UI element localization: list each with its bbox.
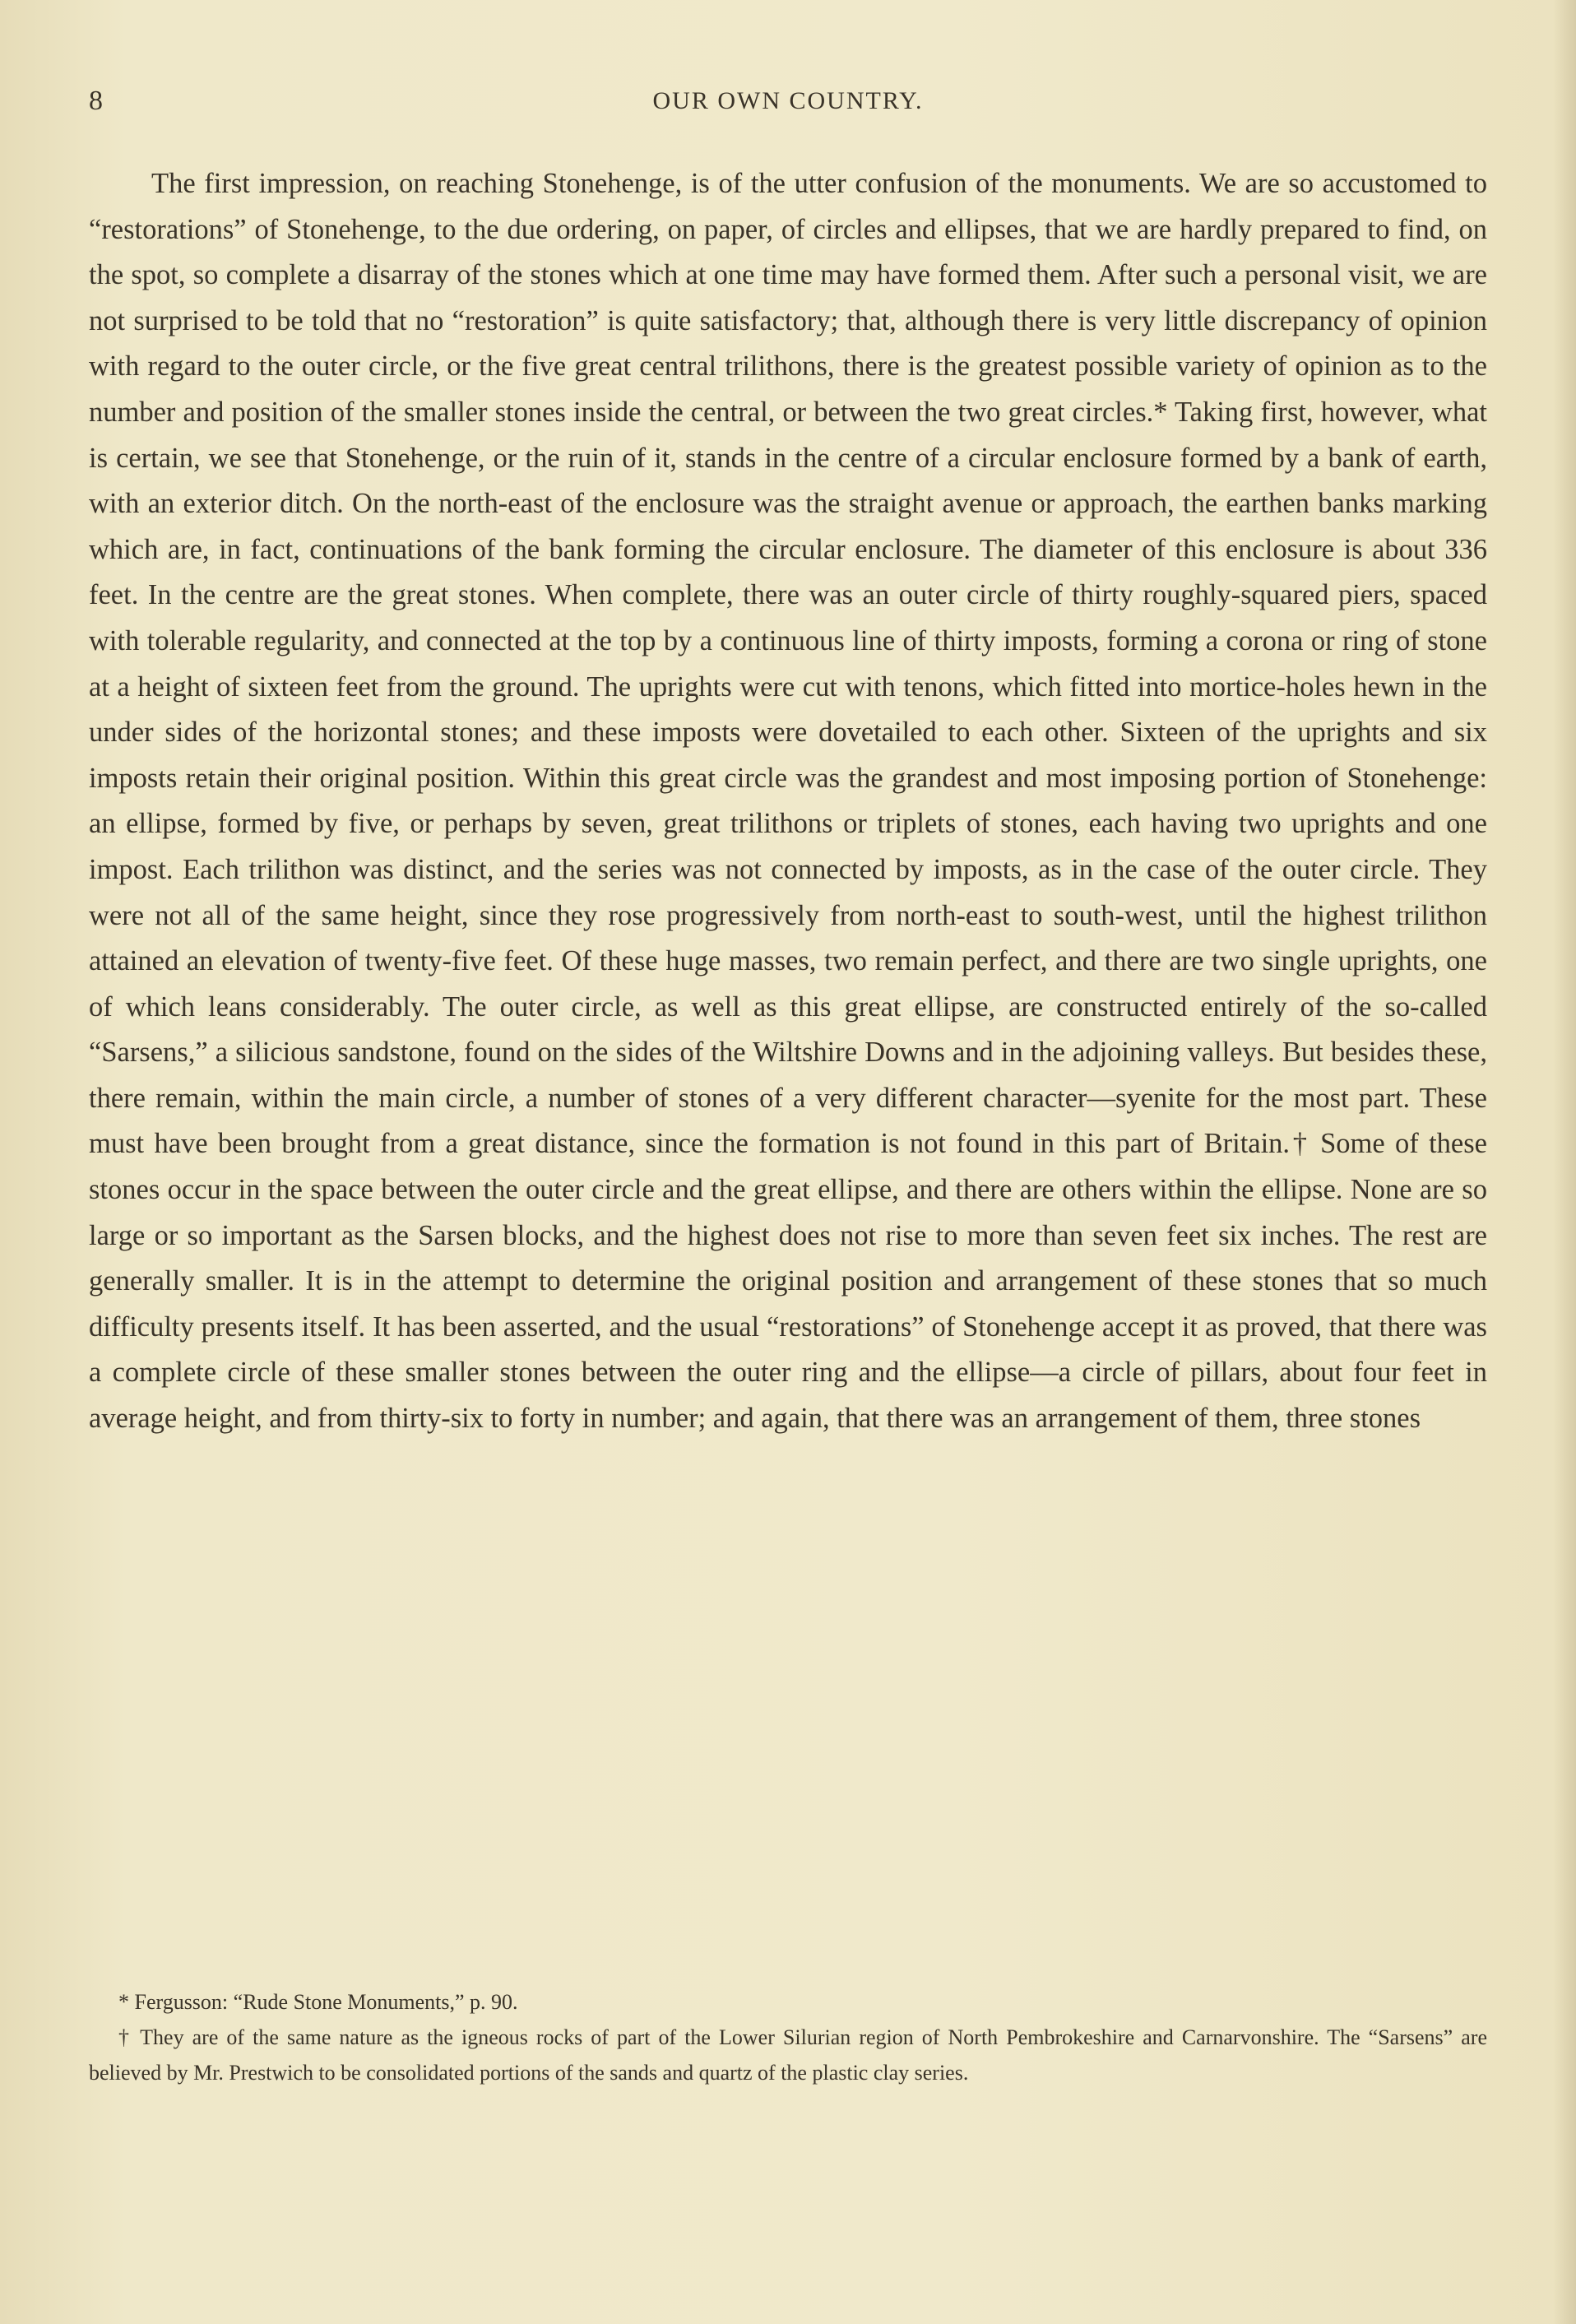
page-edge-shadow [1553,0,1576,2324]
footnote-fergusson: * Fergusson: “Rude Stone Monuments,” p. 90. [118,1990,518,2014]
page-header [89,86,1487,118]
page-number: 8 [89,86,104,116]
running-title: OUR OWN COUNTRY. [652,87,924,114]
footnotes [89,1984,1487,2090]
body-paragraph: The first impression, on reaching Stonehenge, is of the utter confusion of the monuments. We are so accustomed to “restorations” of Stonehenge, to the due ordering, on paper, of circles and ellipses, that we are hardly prepared to find, on the spot, so complete a disarray of the stones which at one time may have formed them. After such a personal visit, we are not surprised to be told that no “restoration” is quite satisfactory; that, although there is very little discrepancy of opinion with regard to the outer circle, or the five great central trilithons, there is the greatest possible variety of opinion as to the number and position of the smaller stones inside the central, or between the two great circles.* Taking first, however, what is certain, we see that Stonehenge, or the ruin of it, stands in the centre of a circular enclosure formed by a bank of earth, with an exterior ditch. On the north-east of the enclosure was the straight avenue or approach, the earthen banks marking which are, in fact, continuations of the bank forming the circular enclosure. The diameter of this enclosure is about 336 feet. In the centre are the great stones. When complete, there was an outer circle of thirty roughly-squared piers, spaced with tolerable regularity, and connected at the top by a continuous line of thirty imposts, forming a corona or ring of stone at a height of sixteen feet from the ground. The uprights were cut with tenons, which fitted into mortice-holes hewn in the under sides of the horizontal stones; and these imposts were dovetailed to each other. Sixteen of the uprights and six imposts retain their original position. Within this great circle was the grandest and most imposing portion of Stonehenge: an ellipse, formed by five, or perhaps by seven, great trilithons or triplets of stones, each having two uprights and one impost. Each trilithon was distinct, and the series was not connected by imposts, as in the case of the outer circle. They were not all of the same height, since they rose progressively from north-east to south-west, until the highest trilithon attained an elevation of twenty-five feet. Of these huge masses, two remain perfect, and there are two single uprights, one of which leans considerably. The outer circle, as well as this great ellipse, are constructed entirely of the so-called “Sarsens,” a silicious sandstone, found on the sides of the Wiltshire Downs and in the adjoining valleys. But besides these, there remain, within the main circle, a number of stones of a very different character—syenite for the most part. These must have been brought from a great distance, since the formation is not found in this part of Britain.† Some of these stones occur in the space between the outer circle and the great ellipse, and there are others within the ellipse. None are so large or so important as the Sarsen blocks, and the highest does not rise to more than seven feet six inches. The rest are generally smaller. It is in the attempt to determine the original position and arrangement of these stones that so much difficulty presents itself. It has been asserted, and the usual “restorations” of Stonehenge accept it as proved, that there was a complete circle of these smaller stones between the outer ring and the ellipse—a circle of pillars, about four feet in average height, and from thirty-six to forty in number; and again, that there was an arrangement of them, three stones [89,168,1487,1435]
footnote-sarsens: † They are of the same nature as the igneous rocks of part of the Lower Silurian region of North Pembrokeshire and Carnarvonshire. The “Sarsens” are believed by Mr. Prestwich to be consolidated portions of the sands and quartz of the plastic clay series. [89,2025,1487,2085]
